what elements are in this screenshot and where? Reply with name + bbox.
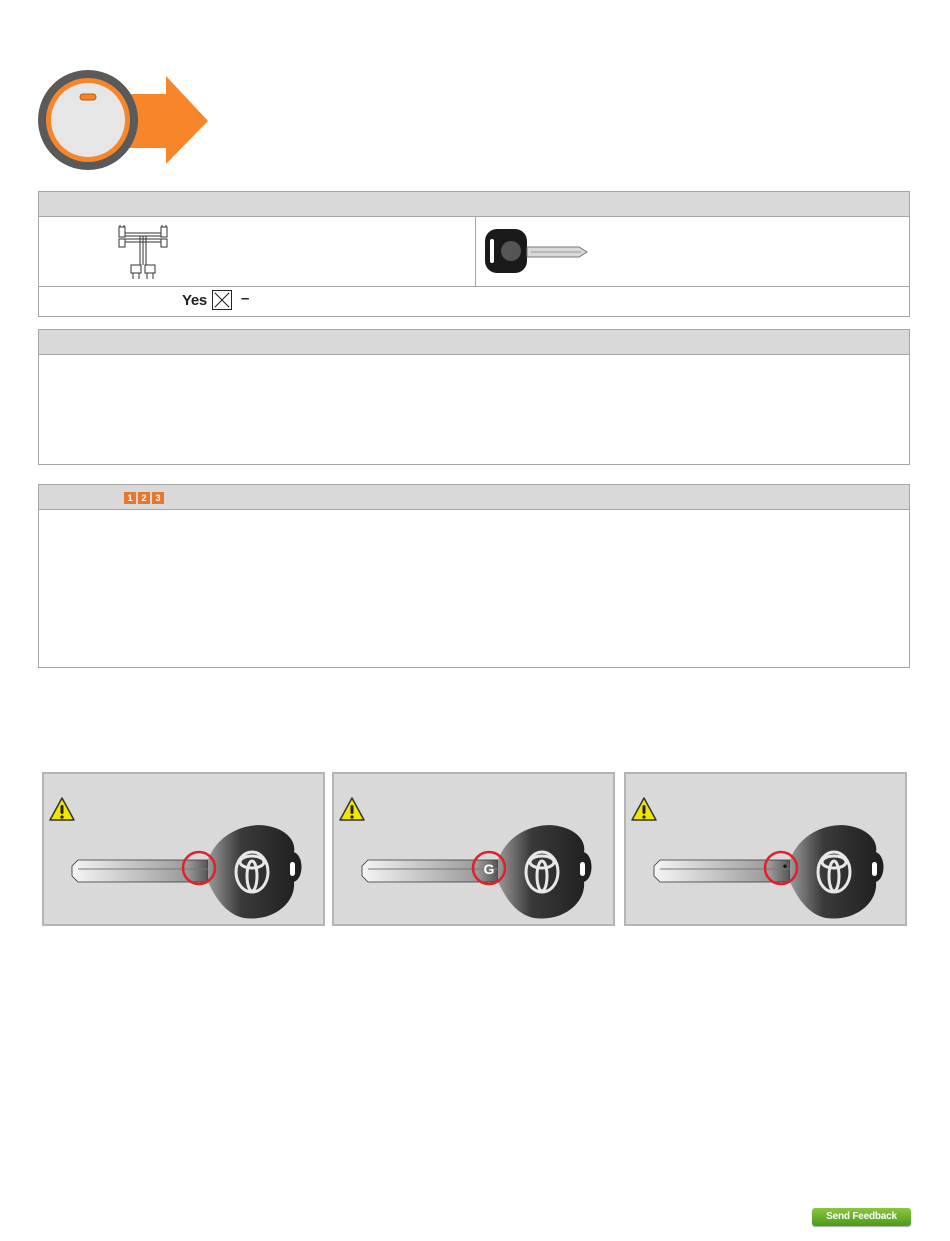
yes-label: Yes xyxy=(182,292,207,309)
dash-separator: – xyxy=(241,290,250,307)
cell-divider xyxy=(475,217,476,286)
steps-section xyxy=(38,484,910,668)
yes-checkbox xyxy=(212,290,232,310)
step-badge-1: 1 xyxy=(124,492,136,504)
warning-icon xyxy=(630,796,658,822)
info-section-header xyxy=(39,330,909,355)
parts-section-header xyxy=(39,192,909,217)
step-badge-2: 2 xyxy=(138,492,150,504)
step-badges xyxy=(124,492,164,504)
key-panel-2 xyxy=(332,772,615,926)
key-mark-dot: • xyxy=(782,859,788,873)
toyota-remote-key-icon xyxy=(650,822,886,922)
key-mark-g: G xyxy=(483,861,495,877)
key-panel-1 xyxy=(42,772,325,926)
warning-icon xyxy=(48,796,76,822)
info-section xyxy=(38,329,910,465)
parts-section xyxy=(38,191,910,317)
toyota-remote-key-icon xyxy=(358,822,594,922)
warning-icon xyxy=(338,796,366,822)
toyota-remote-key-icon xyxy=(68,822,304,922)
ignition-arrow-logo xyxy=(36,66,211,174)
send-feedback-button[interactable]: Send Feedback xyxy=(812,1208,911,1226)
compatibility-row xyxy=(39,286,909,316)
steps-section-header xyxy=(39,485,909,510)
t-harness-icon xyxy=(117,221,169,281)
key-panel-3 xyxy=(624,772,907,926)
transponder-key-icon xyxy=(483,225,593,277)
step-badge-3: 3 xyxy=(152,492,164,504)
parts-row xyxy=(39,217,909,287)
